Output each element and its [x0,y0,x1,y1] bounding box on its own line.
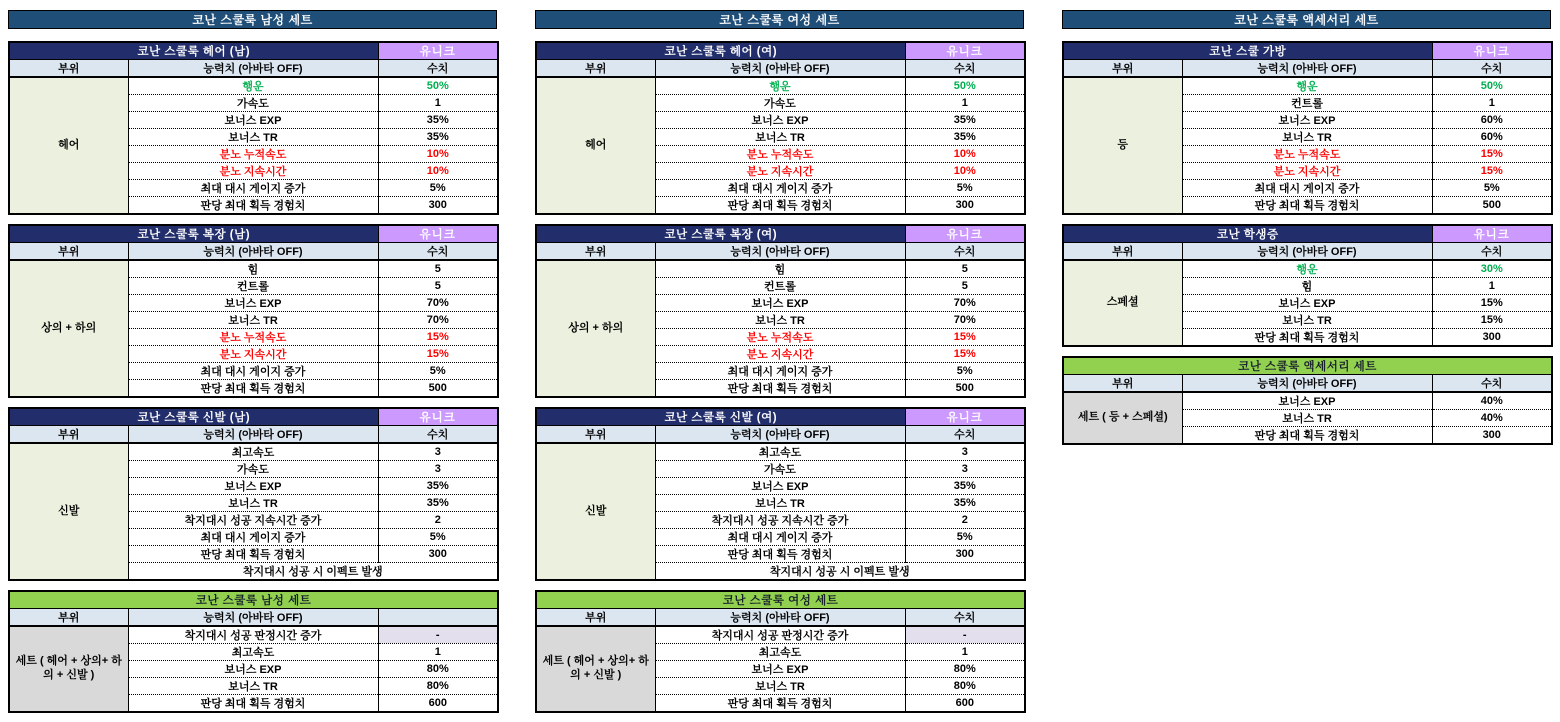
stat-cell: 컨트롤 [1182,95,1432,112]
value-cell: 5 [961,263,968,275]
stat-cell: 보너스 EXP [655,295,905,312]
col-header-value: 수치 [378,426,498,444]
value-cell: 3 [434,446,441,458]
value-cell: 50% [953,80,976,92]
column-header-row [9,60,498,78]
value-cell: 35% [378,478,498,495]
col-header-stat: 능력치 (아바타 OFF) [655,609,905,627]
value-cell: 70% [378,295,498,312]
value-cell: 1 [378,95,498,112]
value-cell: 50% [426,80,449,92]
value-cell: 10% [378,163,498,180]
col-header-part: 부위 [536,60,655,78]
col-header-value: 수치 [1432,60,1552,78]
value-cell: 15% [378,346,498,363]
value-cell: 300 [378,546,498,563]
stat-cell: 최대 대시 게이지 증가 [1182,180,1432,197]
stat-cell: 보너스 TR [655,678,905,695]
stat-cell: 최대 대시 게이지 증가 [128,529,378,546]
stat-cell: 착지대시 성공 지속시간 증가 [655,512,905,529]
part-cell: 상의 + 하의 [9,260,128,397]
col-header-part: 부위 [9,60,128,78]
table-title: 코난 스쿨룩 헤어 (여) [536,42,905,60]
stat-cell: 최고속도 [655,644,905,661]
value-cell: 40% [1432,410,1552,427]
stat-row [536,626,1025,644]
col-header-value: 수치 [905,243,1025,261]
col-header-value: 수치 [905,426,1025,444]
stat-cell: 최대 대시 게이지 증가 [128,363,378,380]
value-cell: 70% [905,312,1025,329]
value-cell: 1 [1432,95,1552,112]
column-header-row [9,609,498,627]
stat-cell: 분노 누적속도 [1182,146,1432,163]
value-cell: 60% [1432,112,1552,129]
part-cell: 신발 [9,443,128,580]
value-cell: 50% [1480,80,1503,92]
table-title: 코난 스쿨룩 신발 (여) [536,408,905,426]
stat-cell: 행운 [1182,260,1432,278]
col-header-part: 부위 [536,426,655,444]
col-header-stat: 능력치 (아바타 OFF) [1182,243,1432,261]
col-header-value: 수치 [905,609,1025,627]
set-column [1062,10,1551,454]
col-header-part: 부위 [1063,375,1182,393]
stat-cell: 행운 [655,77,905,95]
value-cell: 35% [378,112,498,129]
grade-badge: 유니크 [905,42,1025,60]
col-header-value: 수치 [905,60,1025,78]
stat-cell: 분노 지속시간 [128,163,378,180]
value-cell: 5 [434,263,441,275]
table-title-row [536,225,1025,243]
stat-cell: 보너스 EXP [128,112,378,129]
stat-cell: 최대 대시 게이지 증가 [128,180,378,197]
stat-cell: 판당 최대 획득 경험치 [655,695,905,713]
value-cell: - [905,626,1025,644]
value-cell: 35% [905,112,1025,129]
stat-cell: 행운 [1182,77,1432,95]
value-cell: 2 [378,512,498,529]
col-header-stat: 능력치 (아바타 OFF) [128,60,378,78]
col-header-value: 수치 [1432,375,1552,393]
part-cell: 세트 ( 등 + 스페셜) [1063,392,1182,444]
table-title: 코난 스쿨룩 여성 세트 [536,591,1025,609]
col-header-part: 부위 [536,243,655,261]
value-cell: 10% [905,163,1025,180]
stat-cell: 판당 최대 획득 경험치 [128,380,378,398]
value-cell: 30% [1480,263,1503,275]
column-header-row [536,60,1025,78]
stat-row [1063,392,1552,410]
value-cell: 80% [378,661,498,678]
stat-cell: 최고속도 [655,443,905,461]
stat-cell: 보너스 EXP [1182,112,1432,129]
stat-cell: 보너스 TR [655,129,905,146]
column-header-row [536,243,1025,261]
stat-cell: 착지대시 성공 판정시간 증가 [128,626,378,644]
stat-cell: 착지대시 성공 판정시간 증가 [655,626,905,644]
set-banner: 코난 스쿨룩 여성 세트 [535,10,1024,29]
value-cell: 15% [1432,163,1552,180]
col-header-stat: 능력치 (아바타 OFF) [128,426,378,444]
grade-badge: 유니크 [378,42,498,60]
stat-cell: 분노 누적속도 [655,329,905,346]
set-summary-table [8,590,499,713]
value-cell: 5% [905,180,1025,197]
value-cell: - [378,626,498,644]
column-header-row [536,426,1025,444]
value-cell: 15% [905,346,1025,363]
stat-cell: 보너스 TR [128,678,378,695]
item-stats-table [535,224,1026,398]
stat-row [536,443,1025,461]
stat-row [1063,77,1552,95]
value-cell: 80% [905,678,1025,695]
part-cell: 헤어 [536,77,655,214]
column-header-row [1063,243,1552,261]
col-header-stat: 능력치 (아바타 OFF) [655,426,905,444]
part-cell: 등 [1063,77,1182,214]
stat-cell: 판당 최대 획득 경험치 [655,197,905,215]
col-header-value: 수치 [1432,243,1552,261]
col-header-stat: 능력치 (아바타 OFF) [655,243,905,261]
value-cell: 80% [378,678,498,695]
stat-cell: 분노 누적속도 [655,146,905,163]
stat-cell: 분노 지속시간 [655,346,905,363]
stat-row [536,77,1025,95]
value-cell: 300 [1432,427,1552,445]
stat-cell: 보너스 TR [128,495,378,512]
stat-cell: 분노 누적속도 [128,329,378,346]
value-cell: 70% [905,295,1025,312]
value-cell: 600 [905,695,1025,713]
table-title-row [9,408,498,426]
value-cell: 3 [961,446,968,458]
stat-cell: 힘 [1182,278,1432,295]
part-cell: 세트 ( 헤어 + 상의+ 하의 + 신발 ) [9,626,128,712]
stat-cell: 판당 최대 획득 경험치 [655,380,905,398]
stat-cell: 최고속도 [128,644,378,661]
table-title: 코난 스쿨룩 복장 (여) [536,225,905,243]
value-cell: 1 [905,644,1025,661]
stat-cell: 가속도 [128,461,378,478]
stat-row [1063,260,1552,278]
col-header-stat: 능력치 (아바타 OFF) [128,243,378,261]
value-cell: 500 [905,380,1025,398]
stat-cell: 착지대시 성공 지속시간 증가 [128,512,378,529]
value-cell: 500 [378,380,498,398]
grade-badge: 유니크 [1432,42,1552,60]
col-header-part: 부위 [9,243,128,261]
column-header-row [9,426,498,444]
stat-cell: 최대 대시 게이지 증가 [655,180,905,197]
stat-cell: 컨트롤 [128,278,378,295]
part-cell: 세트 ( 헤어 + 상의+ 하의 + 신발 ) [536,626,655,712]
stat-cell: 보너스 TR [655,495,905,512]
item-stats-table [1062,41,1553,215]
value-cell: 10% [378,146,498,163]
item-stats-table [535,41,1026,215]
stat-cell: 보너스 EXP [655,478,905,495]
stat-cell: 가속도 [655,95,905,112]
stat-cell: 보너스 EXP [128,295,378,312]
col-header-stat: 능력치 (아바타 OFF) [128,609,378,627]
stat-cell: 보너스 TR [128,129,378,146]
stat-cell: 최고속도 [128,443,378,461]
table-title-row [1063,225,1552,243]
value-cell: 5% [378,363,498,380]
value-cell: 5 [378,278,498,295]
grade-badge: 유니크 [905,225,1025,243]
value-cell: 35% [905,495,1025,512]
value-cell: 1 [378,644,498,661]
stat-cell: 분노 지속시간 [1182,163,1432,180]
stat-cell: 보너스 TR [655,312,905,329]
value-cell: 5% [905,529,1025,546]
value-cell: 3 [905,461,1025,478]
item-stats-table [535,407,1026,581]
stat-cell: 보너스 EXP [655,112,905,129]
value-cell: 35% [905,478,1025,495]
item-stats-table [8,41,499,215]
col-header-part: 부위 [536,609,655,627]
stat-cell: 보너스 EXP [128,661,378,678]
value-cell: 40% [1480,395,1503,407]
set-column [8,10,497,722]
stat-cell: 행운 [128,77,378,95]
col-header-value: 수치 [378,60,498,78]
table-title: 코난 학생증 [1063,225,1432,243]
item-stats-table [8,224,499,398]
value-cell: 2 [905,512,1025,529]
table-title-row [9,591,498,609]
item-stats-table [8,407,499,581]
stat-cell: 분노 누적속도 [128,146,378,163]
stat-cell: 최대 대시 게이지 증가 [655,363,905,380]
stat-cell: 보너스 EXP [1182,295,1432,312]
table-title: 코난 스쿨룩 헤어 (남) [9,42,378,60]
value-cell: 70% [378,312,498,329]
stat-cell: 판당 최대 획득 경험치 [128,546,378,563]
stat-cell: 판당 최대 획득 경험치 [1182,197,1432,215]
value-cell: 3 [378,461,498,478]
col-header-value: 수치 [378,243,498,261]
stat-cell: 가속도 [128,95,378,112]
col-header-part: 부위 [9,609,128,627]
stat-row [9,260,498,278]
stat-cell: 컨트롤 [655,278,905,295]
stat-cell: 보너스 TR [1182,312,1432,329]
table-title: 코난 스쿨룩 신발 (남) [9,408,378,426]
stat-cell: 보너스 EXP [128,478,378,495]
grade-badge: 유니크 [905,408,1025,426]
stat-cell: 힘 [655,260,905,278]
col-header-stat: 능력치 (아바타 OFF) [1182,375,1432,393]
table-title-row [1063,357,1552,375]
table-title: 코난 스쿨룩 액세서리 세트 [1063,357,1552,375]
grade-badge: 유니크 [1432,225,1552,243]
col-header-stat: 능력치 (아바타 OFF) [655,60,905,78]
stat-cell: 판당 최대 획득 경험치 [655,546,905,563]
value-cell: 5 [905,278,1025,295]
stat-cell: 판당 최대 획득 경험치 [128,197,378,215]
value-cell: 60% [1432,129,1552,146]
column-header-row [536,609,1025,627]
set-banner: 코난 스쿨룩 남성 세트 [8,10,497,29]
value-cell: 35% [905,129,1025,146]
value-cell: 1 [1432,278,1552,295]
stat-cell: 보너스 TR [1182,129,1432,146]
column-header-row [1063,375,1552,393]
value-cell: 80% [905,661,1025,678]
set-column [535,10,1024,722]
stat-row [9,443,498,461]
stat-cell: 보너스 TR [1182,410,1432,427]
col-header-part: 부위 [1063,60,1182,78]
value-cell: 300 [905,546,1025,563]
stat-cell: 분노 지속시간 [655,163,905,180]
column-header-row [1063,60,1552,78]
value-cell: 15% [1432,146,1552,163]
value-cell: 600 [378,695,498,713]
table-title-row [536,591,1025,609]
value-cell: 15% [1432,312,1552,329]
table-title: 코난 스쿨 가방 [1063,42,1432,60]
set-summary-table [535,590,1026,713]
stat-cell: 판당 최대 획득 경험치 [1182,427,1432,445]
value-cell: 500 [1432,197,1552,215]
value-cell: 5% [905,363,1025,380]
stat-cell: 힘 [128,260,378,278]
value-cell: 10% [905,146,1025,163]
stat-cell: 최대 대시 게이지 증가 [655,529,905,546]
value-cell: 35% [378,129,498,146]
table-title-row [9,225,498,243]
stat-cell: 판당 최대 획득 경험치 [1182,329,1432,347]
stat-cell: 보너스 EXP [1182,392,1432,410]
value-cell: 1 [905,95,1025,112]
item-stats-table [1062,224,1553,347]
value-cell: 5% [1432,180,1552,197]
stat-cell: 판당 최대 획득 경험치 [128,695,378,713]
table-title: 코난 스쿨룩 남성 세트 [9,591,498,609]
table-title: 코난 스쿨룩 복장 (남) [9,225,378,243]
grade-badge: 유니크 [378,225,498,243]
stat-row [9,77,498,95]
value-cell: 5% [378,180,498,197]
col-header-value [378,609,498,627]
value-cell: 15% [905,329,1025,346]
col-header-part: 부위 [9,426,128,444]
effect-note-cell: 착지대시 성공 시 이펙트 발생 [128,563,498,581]
stat-cell: 가속도 [655,461,905,478]
table-title-row [1063,42,1552,60]
value-cell: 300 [905,197,1025,215]
part-cell: 스페셜 [1063,260,1182,346]
set-summary-table [1062,356,1553,445]
value-cell: 15% [378,329,498,346]
value-cell: 35% [378,495,498,512]
effect-note-cell: 착지대시 성공 시 이펙트 발생 [655,563,1025,581]
value-cell: 300 [378,197,498,215]
value-cell: 5% [378,529,498,546]
grade-badge: 유니크 [378,408,498,426]
value-cell: 300 [1432,329,1552,347]
value-cell: 15% [1432,295,1552,312]
col-header-stat: 능력치 (아바타 OFF) [1182,60,1432,78]
table-title-row [536,408,1025,426]
stat-cell: 분노 지속시간 [128,346,378,363]
stat-row [9,626,498,644]
table-title-row [9,42,498,60]
column-header-row [9,243,498,261]
stat-row [536,260,1025,278]
col-header-part: 부위 [1063,243,1182,261]
part-cell: 헤어 [9,77,128,214]
part-cell: 상의 + 하의 [536,260,655,397]
set-banner: 코난 스쿨룩 액세서리 세트 [1062,10,1551,29]
part-cell: 신발 [536,443,655,580]
stat-cell: 보너스 EXP [655,661,905,678]
table-title-row [536,42,1025,60]
stat-cell: 보너스 TR [128,312,378,329]
